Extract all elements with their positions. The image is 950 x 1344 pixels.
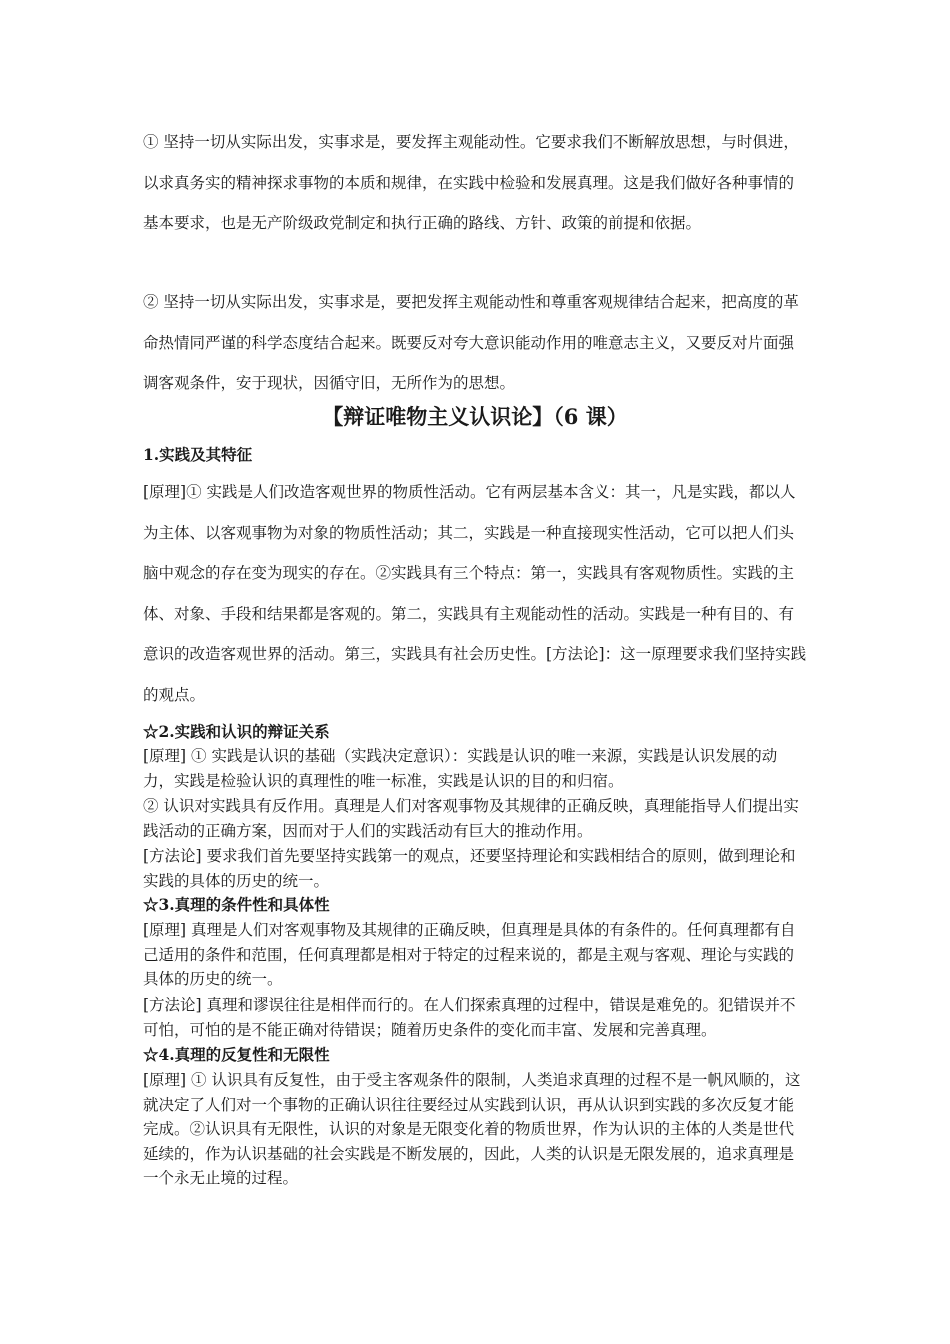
- topic-2-heading: ☆2.实践和认识的辩证关系: [143, 722, 330, 741]
- topic-2-paragraph-3: [方法论] 要求我们首先要坚持实践第一的观点，还要坚持理论和实践相结合的原则，做到理论和实践的具体的历史的统一。: [143, 847, 796, 890]
- topic-3-heading: ☆3.真理的条件性和具体性: [143, 895, 330, 914]
- topic-3-paragraph-1: [原理] 真理是人们对客观事物及其规律的正确反映，但真理是具体的有条件的。任何真理都有自己适用的条件和范围，任何真理都是相对于特定的过程来说的，都是主观与客观、理论与实践的具体的历史的统一。: [143, 921, 796, 989]
- topic-2-paragraph-1: [原理] ① 实践是认识的基础（实践决定意识）：实践是认识的唯一来源，实践是认识发展的动力，实践是检验认识的真理性的唯一标准，实践是认识的目的和归宿。: [143, 747, 778, 790]
- intro-paragraph-1: ① 坚持一切从实际出发，实事求是，要发挥主观能动性。它要求我们不断解放思想，与时俱进，以求真务实的精神探求事物的本质和规律，在实践中检验和发展真理。这是我们做好各种事情的基本要求，也是无产阶级政党制定和执行正确的路线、方针、政策的前提和依据。: [143, 133, 799, 232]
- topic-1-heading: 1.实践及其特征: [143, 445, 253, 464]
- topic-1-paragraph: [原理]① 实践是人们改造客观世界的物质性活动。它有两层基本含义：其一，凡是实践，都以人为主体、以客观事物为对象的物质性活动；其二，实践是一种直接现实性活动，它可以把人们头脑中观念的存在变为现实的存在。②实践具有三个特点：第一，实践具有客观物质性。实践的主体、对象、手段和结果都是客观的。第二，实践具有主观能动性的活动。实践是一种有目的、有意识的改造客观世界的活动。第三，实践具有社会历史性。[方法论]：这一原理要求我们坚持实践的观点。: [143, 483, 807, 704]
- topic-3-paragraph-2: [方法论] 真理和谬误往往是相伴而行的。在人们探索真理的过程中，错误是难免的。犯错误并不可怕，可怕的是不能正确对待错误；随着历史条件的变化而丰富、发展和完善真理。: [143, 996, 796, 1039]
- topic-2-paragraph-2: ② 认识对实践具有反作用。真理是人们对客观事物及其规律的正确反映，真理能指导人们提出实践活动的正确方案，因而对于人们的实践活动有巨大的推动作用。: [143, 797, 799, 840]
- section-title: 【辩证唯物主义认识论】（6 课）: [322, 404, 628, 429]
- topic-4-heading: ☆4.真理的反复性和无限性: [143, 1045, 330, 1064]
- intro-paragraph-2: ② 坚持一切从实际出发，实事求是，要把发挥主观能动性和尊重客观规律结合起来，把高度的革命热情同严谨的科学态度结合起来。既要反对夸大意识能动作用的唯意志主义，又要反对片面强调客观条件，安于现状，因循守旧，无所作为的思想。: [143, 293, 799, 392]
- topic-4-paragraph-1: [原理] ① 认识具有反复性，由于受主客观条件的限制，人类追求真理的过程不是一帆风顺的，这就决定了人们对一个事物的正确认识往往要经过从实践到认识，再从认识到实践的多次反复才能完成。②认识具有无限性，认识的对象是无限变化着的物质世界，作为认识的主体的人类是世代延续的，作为认识基础的社会实践是不断发展的，因此，人类的认识是无限发展的，追求真理是一个永无止境的过程。: [143, 1071, 801, 1188]
